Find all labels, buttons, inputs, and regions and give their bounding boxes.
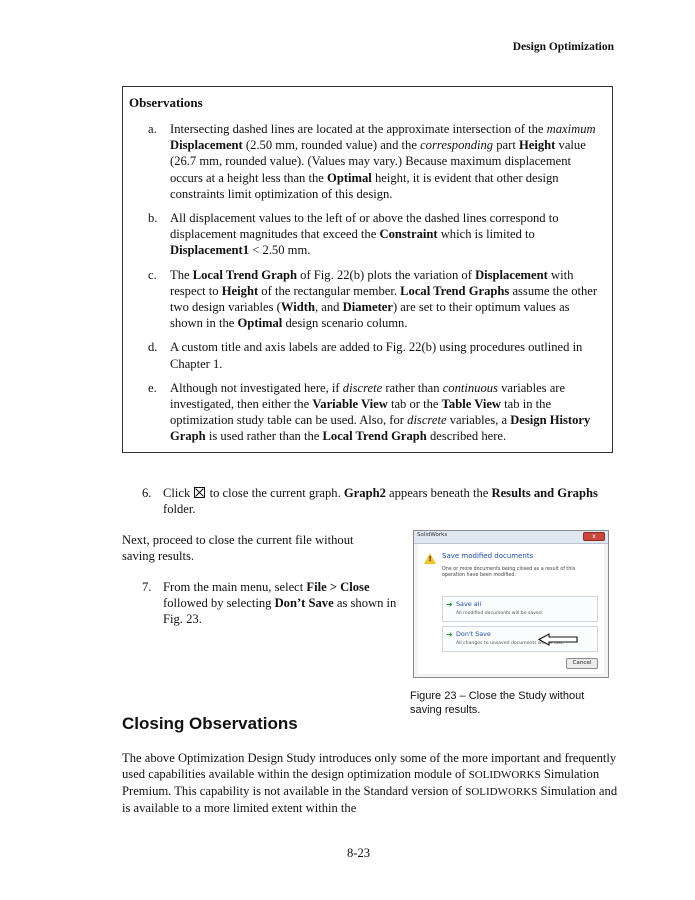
arrow-right-icon: ➜ (446, 600, 453, 609)
observation-text: Displacement (475, 267, 548, 282)
observation-text: Local Trend Graph (322, 429, 427, 444)
observation-text: is used rather than the (205, 429, 323, 444)
next-paragraph: Next, proceed to close the current file without saving results. (122, 533, 354, 563)
observation-text: with respect to (170, 267, 574, 298)
closing-text-a: The above Optimization Design Study introduces only some of the more important and frequently used capabilities available within the design optimization module of (122, 751, 617, 781)
observation-label: c. (148, 267, 157, 282)
closing-text-c: Simulation and is available to a more limited extent within the (122, 784, 618, 815)
observation-text: of the rectangular member. (258, 283, 401, 298)
observation-text: variables are investigated, then either the (170, 380, 566, 412)
graph2-label: Graph2 (343, 486, 386, 500)
observation-text: Local Trend Graphs (400, 283, 510, 298)
closing-paragraph (122, 750, 622, 816)
observation-text: Width (280, 300, 315, 315)
running-header: Design Optimization (512, 41, 614, 53)
dialog-body (418, 544, 604, 674)
section-heading: Closing Observations (122, 714, 298, 733)
observation-text: Intersecting dashed lines are located at the approximate intersection of the (170, 122, 547, 136)
observation-text: ) are set to their optimum values as shown in the (170, 300, 570, 331)
observation-text: Height (518, 138, 556, 153)
step-7-text-a: From the main menu, select (163, 580, 307, 594)
arrow-right-icon: ➜ (446, 630, 453, 639)
step-6-text (142, 485, 612, 517)
warning-icon (424, 553, 436, 564)
dialog-app-title: SolidWorks (417, 532, 448, 538)
observation-item (123, 210, 612, 259)
step-7 (142, 579, 407, 627)
step-7-text-b: followed by selecting (163, 596, 275, 610)
dont-save-label: Don’t Save (274, 596, 334, 610)
observation-text: variables, a (446, 413, 511, 428)
dont-save-option[interactable] (442, 626, 598, 652)
observation-text: height, it is evident that other design constraints limit optimization of this design. (170, 170, 559, 201)
figure-caption: Figure 23 – Close the Study without saving results. (410, 690, 585, 716)
step-6-text-a: to close the current graph. (206, 486, 344, 500)
observation-text: Displacement1 (170, 243, 250, 258)
observation-text: , and (314, 300, 343, 315)
observations-title: Observations (129, 95, 203, 110)
dialog-close-button[interactable]: x (583, 532, 605, 541)
observation-text: Height (221, 283, 259, 298)
observation-label: a. (148, 122, 157, 136)
observation-text: design scenario column. (282, 316, 408, 331)
page-number: 8-23 (347, 846, 371, 860)
observation-text: of Fig. 22(b) plots the variation of (297, 267, 476, 282)
observation-label: b. (148, 211, 158, 226)
save-all-label: Save all (456, 600, 482, 608)
observation-text: discrete (342, 380, 383, 395)
observation-item (123, 380, 612, 445)
file-close-label: File > Close (306, 580, 370, 594)
observation-text: < 2.50 mm. (249, 243, 311, 258)
observation-text: value (26.7 mm, rounded value). (Values may vary.) Because maximum displacement occurs at a height less than the (170, 138, 586, 185)
closing-text-b: Simulation Premium. This capability is not available in the Standard version of (122, 767, 600, 798)
step-6-text-b: appears beneath the (385, 486, 492, 500)
observation-label: e. (148, 380, 157, 395)
observation-text: Design History Graph (170, 413, 591, 444)
observation-text: described here. (426, 429, 507, 444)
observation-text: Diameter (342, 300, 393, 315)
cancel-button[interactable]: Cancel (566, 658, 598, 669)
step-6-number: 6. (142, 486, 152, 500)
observation-text: maximum (546, 122, 596, 136)
dialog-message: One or more documents being closed as a result of this operation have been modified. (442, 567, 576, 579)
observation-text: corresponding (420, 138, 494, 153)
observation-text: tab or the (387, 397, 442, 412)
observation-text: A custom title and axis labels are added to Fig. 22(b) using procedures outlined in Chapter 1. (170, 340, 583, 371)
callout-arrow-icon (538, 633, 578, 646)
observation-text: All displacement values to the left of or above the dashed lines correspond to displacement magnitudes that exceed the (170, 211, 559, 242)
observations-list (123, 121, 612, 453)
observation-text: Local Trend Graph (192, 267, 298, 282)
observations-box (122, 86, 613, 453)
dialog-titlebar (414, 531, 608, 544)
step-7-text-c: as shown in Fig. 23. (163, 596, 397, 626)
observation-text: The (170, 267, 193, 282)
step-6-text-c: folder. (163, 502, 196, 516)
step-7-number: 7. (142, 580, 152, 594)
results-and-graphs-label: Results and Graphs (491, 486, 598, 500)
observation-text: (2.50 mm, rounded value) and the (242, 138, 421, 153)
observation-text: Displacement (170, 138, 243, 153)
observation-text: Although not investigated here, if (170, 380, 343, 395)
observation-label: d. (148, 340, 158, 355)
observation-text: Optimal (327, 170, 372, 185)
observation-text: continuous (442, 380, 498, 395)
observation-item (123, 267, 612, 332)
close-box-icon (194, 487, 205, 498)
step-6-click: Click (163, 486, 191, 500)
observation-text: Optimal (237, 316, 283, 331)
save-modified-dialog-figure (413, 530, 609, 678)
save-all-option[interactable] (442, 596, 598, 622)
solidworks-name-1: SOLIDWORKS (468, 769, 541, 781)
step-7-text (142, 579, 407, 627)
observation-item (123, 339, 612, 371)
observation-text: rather than (382, 380, 443, 395)
dialog-heading: Save modified documents (442, 552, 534, 560)
observation-text: part (493, 138, 519, 153)
observation-text: Variable View (312, 397, 388, 412)
save-all-sub: All modified documents will be saved. (456, 611, 544, 616)
observation-text: assume the other two design variables ( (170, 283, 598, 315)
step-6 (142, 485, 612, 517)
observation-text: which is limited to (437, 227, 535, 242)
observation-text: discrete (407, 413, 447, 428)
solidworks-name-2: SOLIDWORKS (465, 786, 538, 798)
dont-save-sub: All changes to unsaved documents will be lost. (456, 641, 564, 646)
observation-text: Constraint (379, 227, 438, 242)
observation-text: Table View (441, 397, 502, 412)
dont-save-option-label: Don't Save (456, 630, 491, 638)
observation-text: tab in the optimization study table can be used. Also, for (170, 397, 552, 428)
observation-item (123, 121, 612, 202)
